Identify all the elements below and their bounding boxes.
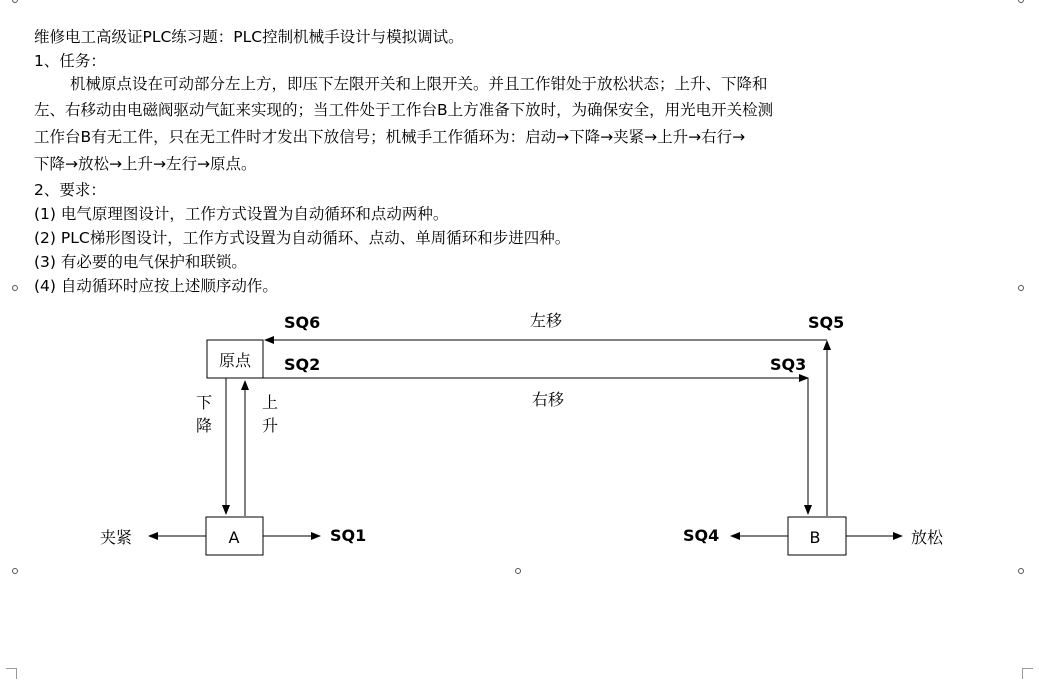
requirements-heading: 2、要求： <box>34 181 106 199</box>
requirement-item: (1) 电气原理图设计，工作方式设置为自动循环和点动两种。 <box>34 205 449 223</box>
sq3-label: SQ3 <box>770 355 807 374</box>
task-line: 机械原点设在可动部分左上方，即压下左限开关和上限开关。并且工作钳处于放松状态；上升、下降和 <box>70 75 768 93</box>
up-label-2: 升 <box>262 416 279 435</box>
station-b-label: B <box>809 528 821 547</box>
up-label-1: 上 <box>262 393 279 412</box>
task-line: 左、右移动由电磁阀驱动气缸来实现的；当工件处于工作台B上方准备下放时，为确保安全，用光电开关检测 <box>34 101 774 119</box>
left-move-label: 左移 <box>530 311 563 330</box>
task-line: 工作台B有无工件，只在无工件时才发出下放信号；机械手工作循环为：启动→下降→夹紧→上升→右行→ <box>34 128 746 146</box>
sq2-label: SQ2 <box>284 355 321 374</box>
document-title: 维修电工高级证PLC练习题：PLC控制机械手设计与模拟调试。 <box>34 28 464 46</box>
down-label-1: 下 <box>196 393 213 412</box>
sq1-label: SQ1 <box>330 526 367 545</box>
release-label: 放松 <box>911 528 944 547</box>
right-move-label: 右移 <box>532 390 565 409</box>
sq6-label: SQ6 <box>284 313 321 332</box>
origin-label: 原点 <box>218 351 252 370</box>
clamp-label: 夹紧 <box>100 528 133 547</box>
sq5-label: SQ5 <box>808 313 845 332</box>
requirement-item: (3) 有必要的电气保护和联锁。 <box>34 253 247 271</box>
requirement-item: (4) 自动循环时应按上述顺序动作。 <box>34 277 278 295</box>
requirement-item: (2) PLC梯形图设计，工作方式设置为自动循环、点动、单周循环和步进四种。 <box>34 229 571 247</box>
down-label-2: 降 <box>196 416 213 435</box>
sq4-label: SQ4 <box>683 526 720 545</box>
task-heading: 1、任务： <box>34 52 106 70</box>
station-a-label: A <box>228 528 240 547</box>
task-line: 下降→放松→上升→左行→原点。 <box>34 155 257 173</box>
